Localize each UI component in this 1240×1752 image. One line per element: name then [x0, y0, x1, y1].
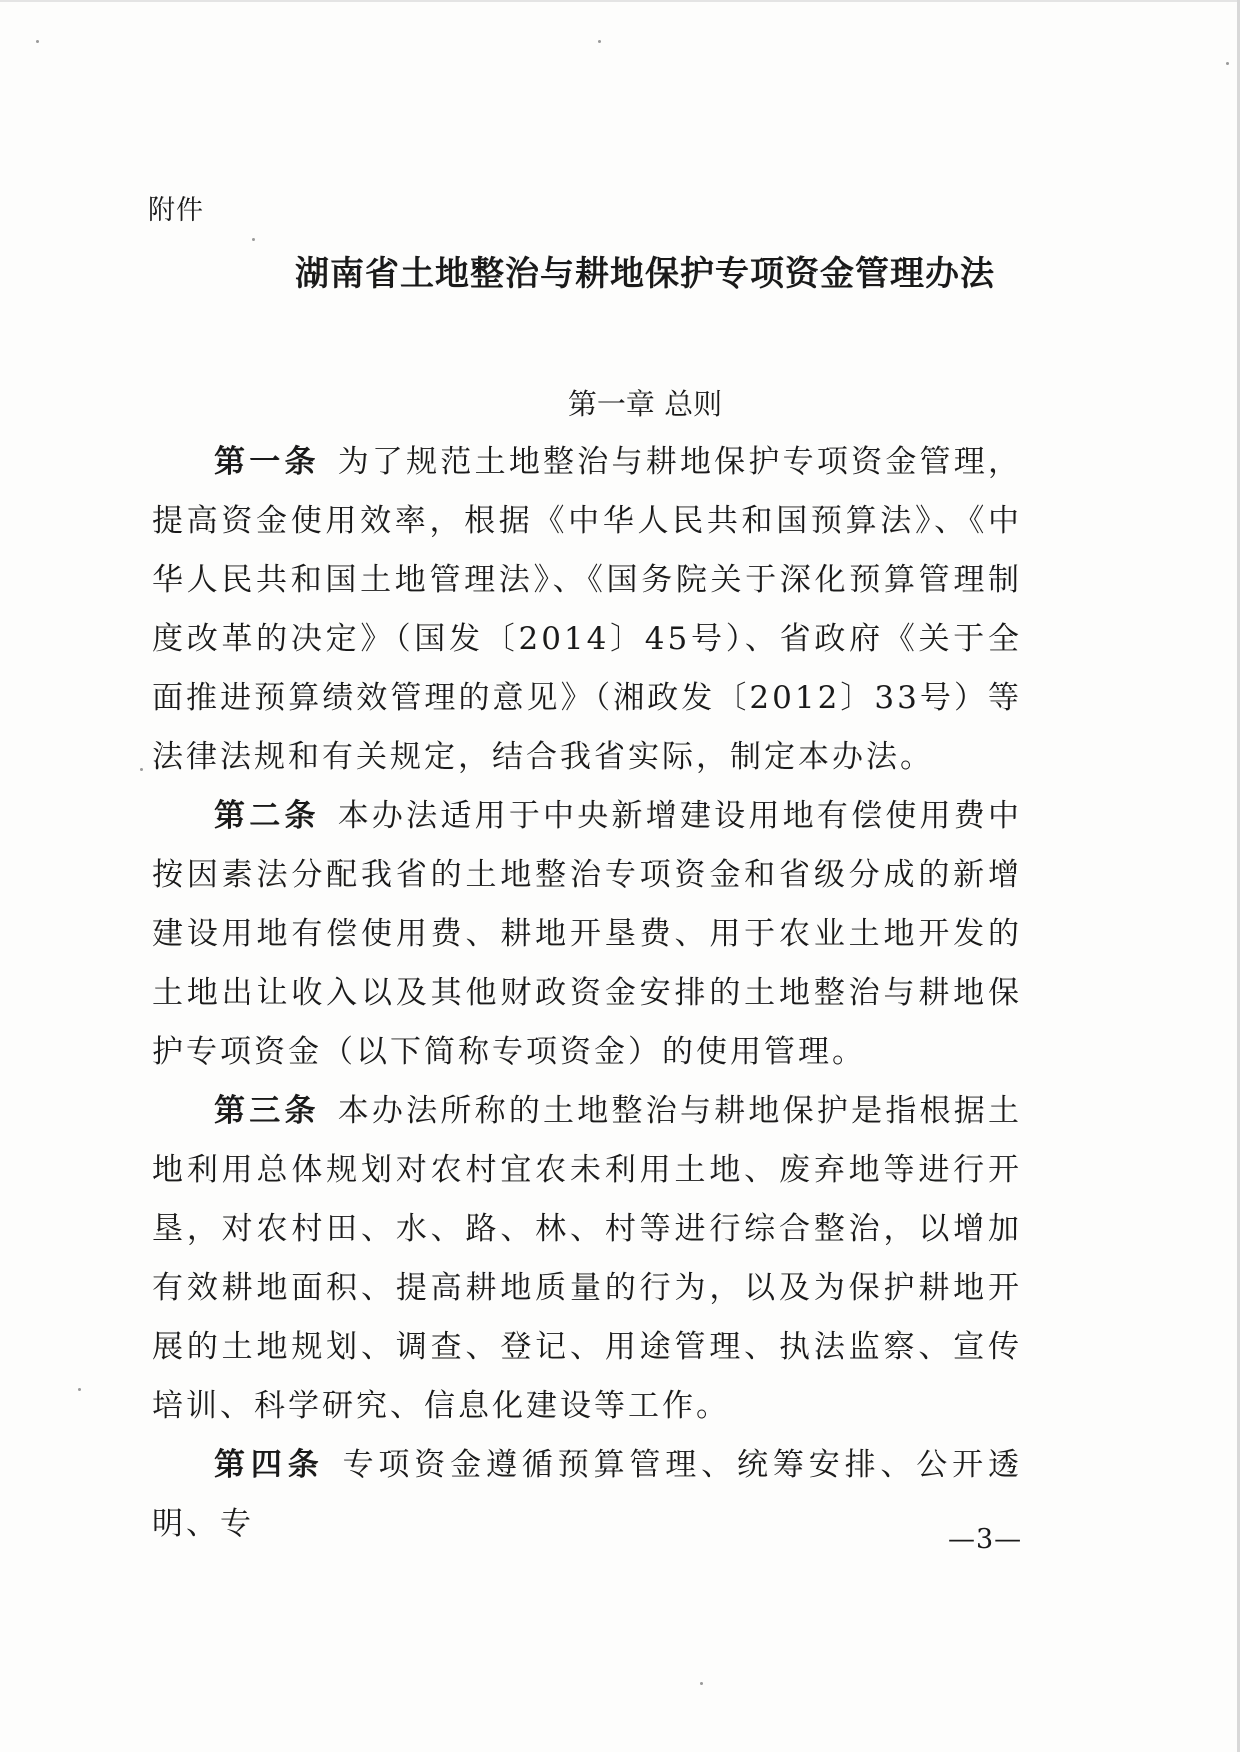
article-text: 专项资金遵循预算管理、统筹安排、公开透明、专 — [152, 1447, 1023, 1542]
attachment-label: 附件 — [148, 195, 204, 226]
article-3 — [152, 1082, 1022, 1436]
article-text: 本办法适用于中央新增建设用地有偿使用费中按因素法分配我省的土地整治专项资金和省级分成的新增建设用地有偿使用费、耕地开垦费、用于农业土地开发的土地出让收入以及其他财政资金安排的土地整治与耕地保护专项资金（以下简称专项资金）的使用管理。 — [152, 798, 1023, 1070]
article-label: 第二条 — [214, 798, 320, 834]
document-title: 湖南省土地整治与耕地保护专项资金管理办法 — [295, 254, 995, 294]
article-label: 第一条 — [214, 444, 320, 480]
scan-speck — [700, 1682, 703, 1685]
chapter-heading: 第一章 总则 — [567, 387, 723, 421]
article-label: 第三条 — [214, 1093, 320, 1129]
scan-speck — [1226, 62, 1229, 65]
article-text: 为了规范土地整治与耕地保护专项资金管理，提高资金使用效率，根据《中华人民共和国预算法》、《中华人民共和国土地管理法》、《国务院关于深化预算管理制度改革的决定》（国发〔2014〕45号）、省政府《关于全面推进预算绩效管理的意见》（湘政发〔2012〕33号）等法律法规和有关规定，结合我省实际，制定本办法。 — [152, 444, 1023, 775]
scan-speck — [140, 768, 143, 771]
article-label: 第四条 — [214, 1447, 325, 1483]
article-text: 本办法所称的土地整治与耕地保护是指根据土地利用总体规划对农村宜农未利用土地、废弃地等进行开垦，对农村田、水、路、林、村等进行综合整治，以增加有效耕地面积、提高耕地质量的行为，以及为保护耕地开展的土地规划、调查、登记、用途管理、执法监察、宣传培训、科学研究、信息化建设等工作。 — [152, 1093, 1023, 1424]
scan-edge-top — [0, 0, 1240, 2]
page-number: —3— — [948, 1524, 1023, 1555]
article-4 — [152, 1436, 1022, 1554]
scan-speck — [78, 1388, 81, 1391]
scan-speck — [36, 40, 39, 43]
document-body — [152, 433, 1022, 1554]
scan-speck — [598, 40, 601, 43]
scan-speck — [252, 238, 255, 241]
article-2 — [152, 787, 1022, 1082]
article-1 — [152, 433, 1022, 787]
